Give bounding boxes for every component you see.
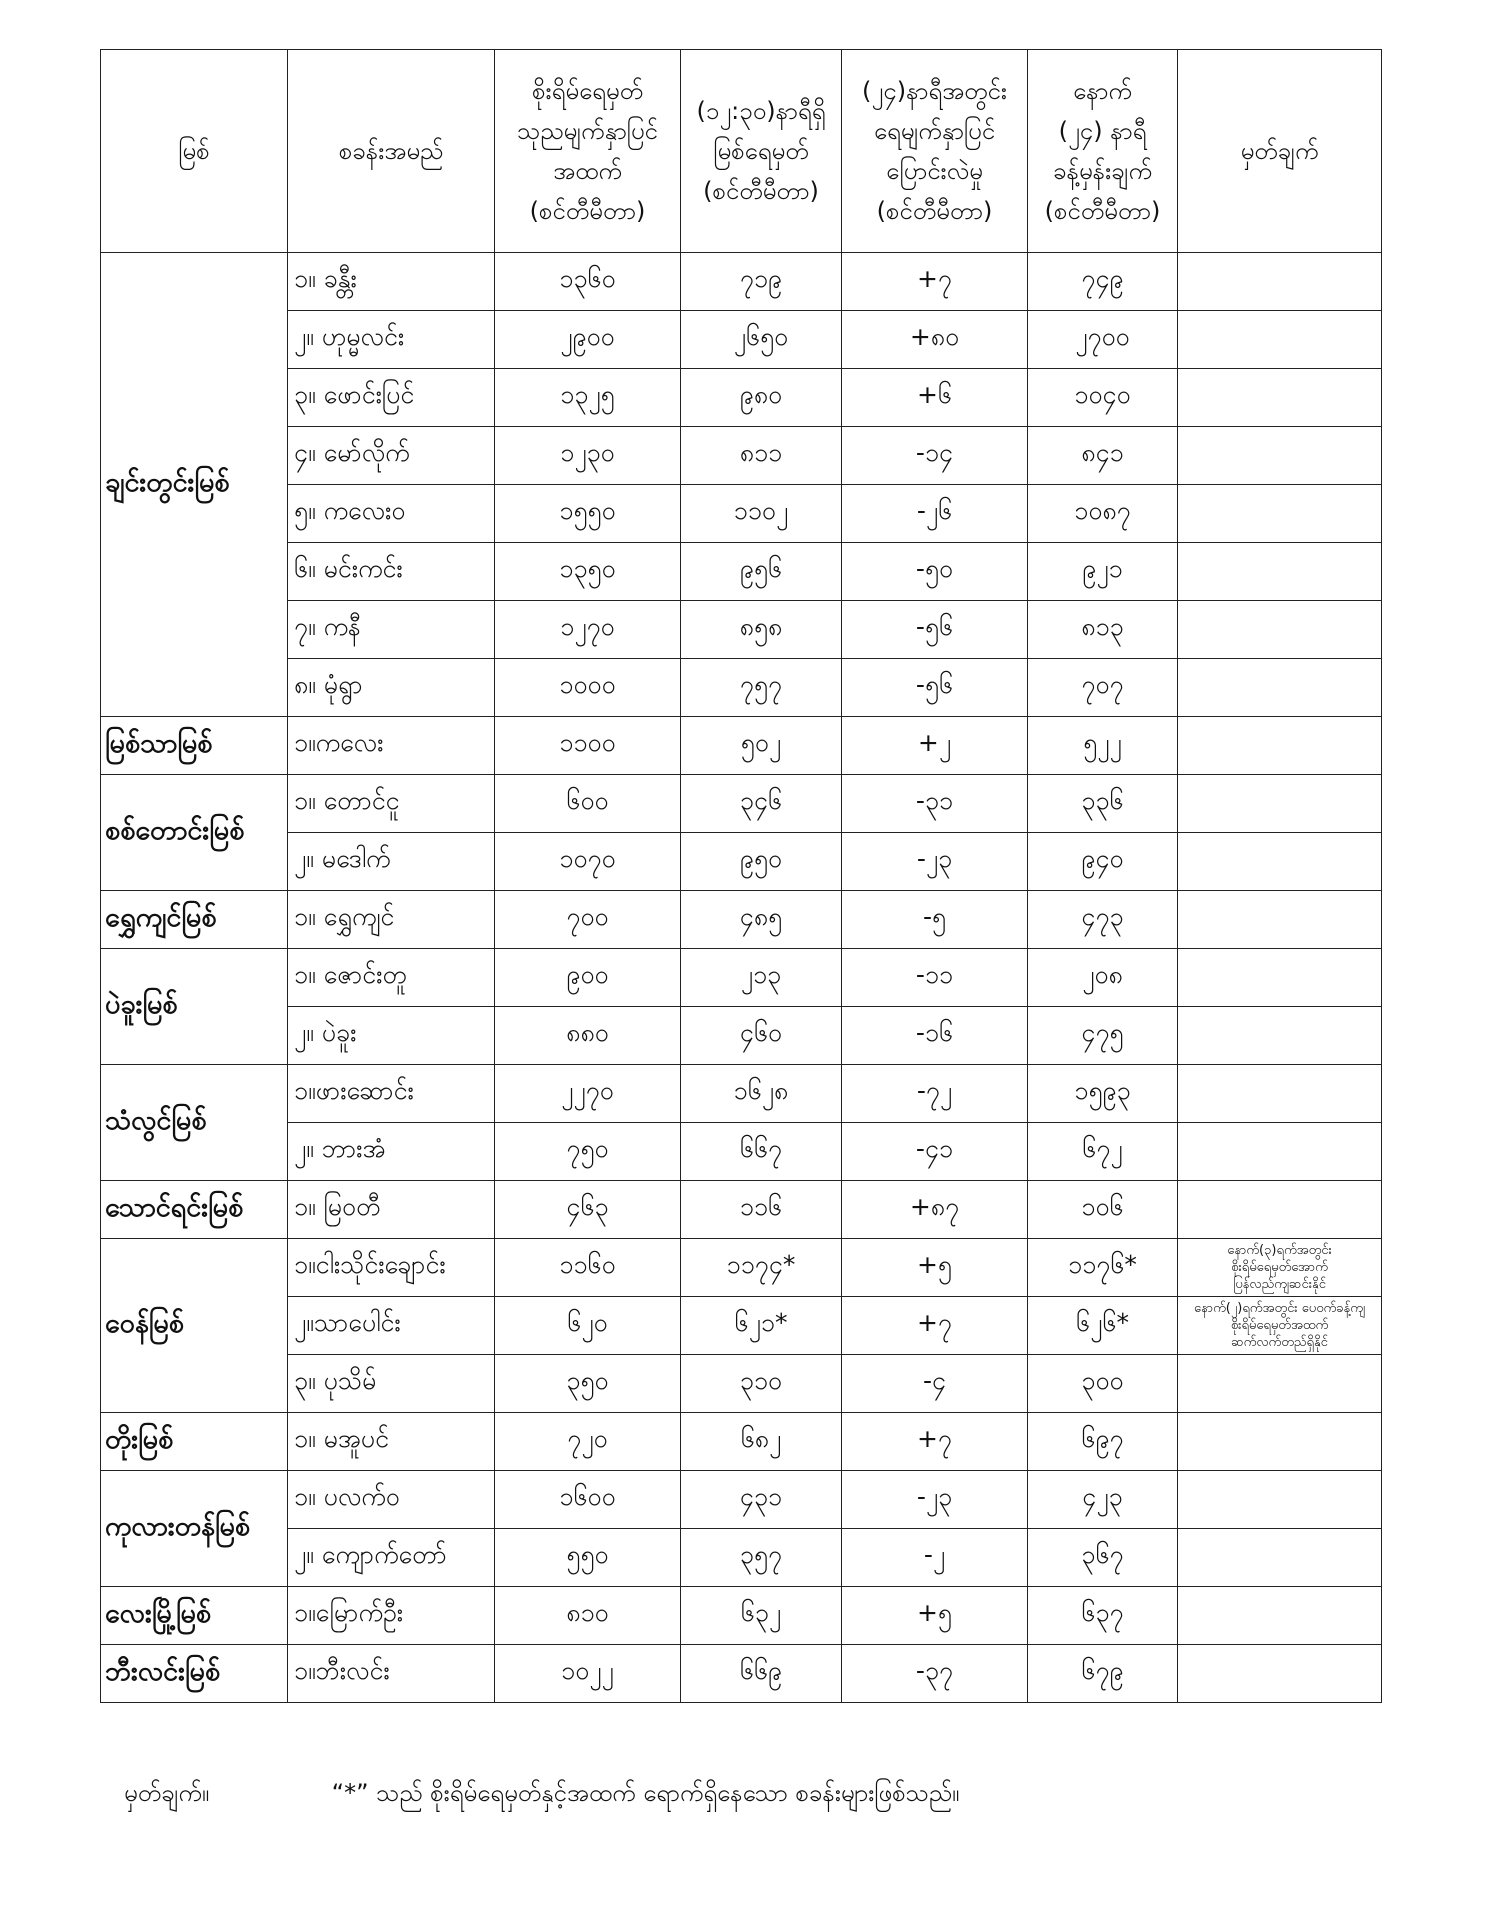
current-level-cell: ၇၅၇ <box>681 659 842 717</box>
current-level-cell: ၆၈၂ <box>681 1413 842 1471</box>
danger-level-cell: ၁၃၆၀ <box>495 253 681 311</box>
table-row <box>101 1529 1382 1587</box>
station-cell: ၂။ ဘားအံ <box>288 1123 495 1181</box>
forecast-cell: ၆၇၂ <box>1028 1123 1178 1181</box>
remark-cell <box>1178 427 1382 485</box>
current-level-cell: ၄၃၁ <box>681 1471 842 1529</box>
header-row <box>101 50 1382 253</box>
change-cell: +၈၀ <box>842 311 1028 369</box>
river-name-cell: သောင်ရင်းမြစ် <box>101 1181 288 1239</box>
table-row <box>101 1297 1382 1355</box>
danger-level-cell: ၅၅၀ <box>495 1529 681 1587</box>
current-level-cell: ၃၁၀ <box>681 1355 842 1413</box>
river-name-cell: ကုလားတန်မြစ် <box>101 1471 288 1587</box>
change-cell: +၇ <box>842 253 1028 311</box>
danger-level-cell: ၄၆၃ <box>495 1181 681 1239</box>
station-cell: ၁။မြောက်ဦး <box>288 1587 495 1645</box>
danger-level-cell: ၁၀၇၀ <box>495 833 681 891</box>
current-level-cell: ၆၆၉ <box>681 1645 842 1703</box>
forecast-cell: ၃၀၀ <box>1028 1355 1178 1413</box>
header-danger-level: စိုးရိမ်ရေမှတ် သုညမျက်နှာပြင် အထက် (စင်တီမီတာ) <box>495 50 681 253</box>
table-row <box>101 543 1382 601</box>
forecast-cell: ၇၀၇ <box>1028 659 1178 717</box>
table-row <box>101 1413 1382 1471</box>
remark-cell <box>1178 1587 1382 1645</box>
table-row <box>101 659 1382 717</box>
header-24h-forecast: နောက် (၂၄) နာရီ ခန့်မှန်းချက် (စင်တီမီတာ) <box>1028 50 1178 253</box>
remark-cell <box>1178 1413 1382 1471</box>
water-level-table-container <box>100 49 1381 1703</box>
header-24h-change: (၂၄)နာရီအတွင်း ရေမျက်နှာပြင် ပြောင်းလဲမှု (စင်တီမီတာ) <box>842 50 1028 253</box>
current-level-cell: ၉၅၀ <box>681 833 842 891</box>
forecast-cell: ၃၆၇ <box>1028 1529 1178 1587</box>
danger-level-cell: ၆၂၀ <box>495 1297 681 1355</box>
footnote-text: “*” သည် စိုးရိမ်ရေမှတ်နှင့်အထက် ရောက်ရှိနေသော စခန်းများဖြစ်သည်။ <box>331 1779 960 1807</box>
forecast-cell: ၄၇၅ <box>1028 1007 1178 1065</box>
forecast-cell: ၁၅၉၃ <box>1028 1065 1178 1123</box>
current-level-cell: ၄၆၀ <box>681 1007 842 1065</box>
change-cell: -၂ <box>842 1529 1028 1587</box>
danger-level-cell: ၁၃၅၀ <box>495 543 681 601</box>
table-row <box>101 1181 1382 1239</box>
change-cell: -၁၁ <box>842 949 1028 1007</box>
table-row <box>101 1355 1382 1413</box>
station-cell: ၁။ဖားဆောင်း <box>288 1065 495 1123</box>
change-cell: -၂၃ <box>842 833 1028 891</box>
danger-level-cell: ၂၂၇၀ <box>495 1065 681 1123</box>
table-row <box>101 485 1382 543</box>
danger-level-cell: ၁၁၆၀ <box>495 1239 681 1297</box>
change-cell: -၁၄ <box>842 427 1028 485</box>
station-cell: ၁။ တောင်ငူ <box>288 775 495 833</box>
river-name-cell: ဘီးလင်းမြစ် <box>101 1645 288 1703</box>
danger-level-cell: ၈၁၀ <box>495 1587 681 1645</box>
current-level-cell: ၆၂၁* <box>681 1297 842 1355</box>
current-level-cell: ၉၅၆ <box>681 543 842 601</box>
table-row <box>101 601 1382 659</box>
current-level-cell: ၄၈၅ <box>681 891 842 949</box>
forecast-cell: ၁၁၇၆* <box>1028 1239 1178 1297</box>
table-row <box>101 1123 1382 1181</box>
current-level-cell: ၃၄၆ <box>681 775 842 833</box>
forecast-cell: ၉၂၁ <box>1028 543 1178 601</box>
station-cell: ၆။ မင်းကင်း <box>288 543 495 601</box>
remark-cell: နောက်(၃)ရက်အတွင်း စိုးရိမ်ရေမှတ်အောက် ပြန်လည်ကျဆင်းနိုင် <box>1178 1239 1382 1297</box>
remark-cell <box>1178 1471 1382 1529</box>
station-cell: ၂။ မဒေါက် <box>288 833 495 891</box>
change-cell: -၃၁ <box>842 775 1028 833</box>
forecast-cell: ၂၇၀၀ <box>1028 311 1178 369</box>
station-cell: ၁။ ဇောင်းတူ <box>288 949 495 1007</box>
danger-level-cell: ၉၀၀ <box>495 949 681 1007</box>
station-cell: ၁။ငါးသိုင်းချောင်း <box>288 1239 495 1297</box>
table-row <box>101 775 1382 833</box>
forecast-cell: ၆၉၇ <box>1028 1413 1178 1471</box>
station-cell: ၈။ မုံရွာ <box>288 659 495 717</box>
change-cell: +၅ <box>842 1239 1028 1297</box>
current-level-cell: ၂၆၅၀ <box>681 311 842 369</box>
danger-level-cell: ၇၀၀ <box>495 891 681 949</box>
table-row <box>101 891 1382 949</box>
table-row <box>101 1645 1382 1703</box>
station-cell: ၅။ ကလေးဝ <box>288 485 495 543</box>
remark-cell <box>1178 485 1382 543</box>
footnote-label: မှတ်ချက်။ <box>124 1779 210 1807</box>
danger-level-cell: ၃၅၀ <box>495 1355 681 1413</box>
remark-cell <box>1178 1645 1382 1703</box>
station-cell: ၂။ ကျောက်တော် <box>288 1529 495 1587</box>
station-cell: ၄။ မော်လိုက် <box>288 427 495 485</box>
remark-cell <box>1178 253 1382 311</box>
river-name-cell: သံလွင်မြစ် <box>101 1065 288 1181</box>
current-level-cell: ၁၁၇၄* <box>681 1239 842 1297</box>
forecast-cell: ၂၀၈ <box>1028 949 1178 1007</box>
current-level-cell: ၈၁၁ <box>681 427 842 485</box>
remark-cell <box>1178 369 1382 427</box>
remark-cell <box>1178 1181 1382 1239</box>
remark-cell <box>1178 717 1382 775</box>
station-cell: ၁။ ပလက်ဝ <box>288 1471 495 1529</box>
danger-level-cell: ၁၀၂၂ <box>495 1645 681 1703</box>
forecast-cell: ၆၂၆* <box>1028 1297 1178 1355</box>
danger-level-cell: ၇၂၀ <box>495 1413 681 1471</box>
river-name-cell: ပဲခူးမြစ် <box>101 949 288 1065</box>
current-level-cell: ၆၃၂ <box>681 1587 842 1645</box>
river-name-cell: စစ်တောင်းမြစ် <box>101 775 288 891</box>
forecast-cell: ၆၇၉ <box>1028 1645 1178 1703</box>
current-level-cell: ၉၈၀ <box>681 369 842 427</box>
remark-cell <box>1178 775 1382 833</box>
change-cell: -၂၃ <box>842 1471 1028 1529</box>
change-cell: -၃၇ <box>842 1645 1028 1703</box>
change-cell: -၅၆ <box>842 659 1028 717</box>
station-cell: ၂။သာပေါင်း <box>288 1297 495 1355</box>
danger-level-cell: ၈၈၀ <box>495 1007 681 1065</box>
current-level-cell: ၁၁၆ <box>681 1181 842 1239</box>
remark-cell <box>1178 1529 1382 1587</box>
current-level-cell: ၈၅၈ <box>681 601 842 659</box>
table-row <box>101 1587 1382 1645</box>
station-cell: ၁။ မြဝတီ <box>288 1181 495 1239</box>
table-row <box>101 833 1382 891</box>
forecast-cell: ၃၃၆ <box>1028 775 1178 833</box>
station-cell: ၁။ဘီးလင်း <box>288 1645 495 1703</box>
danger-level-cell: ၁၆၀၀ <box>495 1471 681 1529</box>
remark-cell <box>1178 1355 1382 1413</box>
station-cell: ၃။ ဖောင်းပြင် <box>288 369 495 427</box>
remark-cell <box>1178 659 1382 717</box>
station-cell: ၁။ မအူပင် <box>288 1413 495 1471</box>
table-body <box>101 253 1382 1703</box>
station-cell: ၁။ ခန္တီး <box>288 253 495 311</box>
change-cell: -၇၂ <box>842 1065 1028 1123</box>
table-row <box>101 717 1382 775</box>
station-cell: ၃။ ပုသိမ် <box>288 1355 495 1413</box>
danger-level-cell: ၁၂၇၀ <box>495 601 681 659</box>
forecast-cell: ၄၂၃ <box>1028 1471 1178 1529</box>
remark-cell <box>1178 601 1382 659</box>
current-level-cell: ၃၅၇ <box>681 1529 842 1587</box>
danger-level-cell: ၁၀၀၀ <box>495 659 681 717</box>
table-row <box>101 1239 1382 1297</box>
station-cell: ၁။ကလေး <box>288 717 495 775</box>
change-cell: -၅၆ <box>842 601 1028 659</box>
forecast-cell: ၄၇၃ <box>1028 891 1178 949</box>
danger-level-cell: ၂၉၀၀ <box>495 311 681 369</box>
river-name-cell: ဝေန်မြစ် <box>101 1239 288 1413</box>
remark-cell: နောက်(၂)ရက်အတွင်း ပေဝက်ခန့်ကျ စိုးရိမ်ရေမှတ်အထက် ဆက်လက်တည်ရှိနိုင် <box>1178 1297 1382 1355</box>
danger-level-cell: ၆၀၀ <box>495 775 681 833</box>
station-cell: ၁။ ရွှေကျင် <box>288 891 495 949</box>
change-cell: +၈၇ <box>842 1181 1028 1239</box>
river-name-cell: ချင်းတွင်းမြစ် <box>101 253 288 717</box>
remark-cell <box>1178 311 1382 369</box>
table-row <box>101 427 1382 485</box>
header-river: မြစ် <box>101 50 288 253</box>
forecast-cell: ၁၀၄၀ <box>1028 369 1178 427</box>
change-cell: -၅၀ <box>842 543 1028 601</box>
remark-cell <box>1178 833 1382 891</box>
forecast-cell: ၇၄၉ <box>1028 253 1178 311</box>
header-current-level: (၁၂:၃၀)နာရီရှိ မြစ်ရေမှတ် (စင်တီမီတာ) <box>681 50 842 253</box>
river-name-cell: ရွှေကျင်မြစ် <box>101 891 288 949</box>
forecast-cell: ၈၁၃ <box>1028 601 1178 659</box>
change-cell: +၂ <box>842 717 1028 775</box>
change-cell: -၂၆ <box>842 485 1028 543</box>
change-cell: -၄၁ <box>842 1123 1028 1181</box>
forecast-cell: ၅၂၂ <box>1028 717 1178 775</box>
change-cell: -၅ <box>842 891 1028 949</box>
change-cell: -၄ <box>842 1355 1028 1413</box>
danger-level-cell: ၁၃၂၅ <box>495 369 681 427</box>
river-name-cell: တိုးမြစ် <box>101 1413 288 1471</box>
current-level-cell: ၅၀၂ <box>681 717 842 775</box>
header-station: စခန်းအမည် <box>288 50 495 253</box>
table-row <box>101 1065 1382 1123</box>
current-level-cell: ၂၁၃ <box>681 949 842 1007</box>
current-level-cell: ၆၆၇ <box>681 1123 842 1181</box>
table-row <box>101 949 1382 1007</box>
remark-cell <box>1178 543 1382 601</box>
change-cell: +၅ <box>842 1587 1028 1645</box>
table-row <box>101 253 1382 311</box>
river-name-cell: မြစ်သာမြစ် <box>101 717 288 775</box>
remark-cell <box>1178 949 1382 1007</box>
change-cell: +၇ <box>842 1413 1028 1471</box>
current-level-cell: ၁၆၂၈ <box>681 1065 842 1123</box>
table-row <box>101 1471 1382 1529</box>
current-level-cell: ၁၁၀၂ <box>681 485 842 543</box>
footnote <box>124 1777 959 1813</box>
danger-level-cell: ၁၁၀၀ <box>495 717 681 775</box>
forecast-cell: ၁၀၆ <box>1028 1181 1178 1239</box>
current-level-cell: ၇၁၉ <box>681 253 842 311</box>
water-level-table <box>100 49 1382 1703</box>
remark-cell <box>1178 891 1382 949</box>
table-row <box>101 1007 1382 1065</box>
danger-level-cell: ၁၅၅၀ <box>495 485 681 543</box>
remark-cell <box>1178 1007 1382 1065</box>
change-cell: -၁၆ <box>842 1007 1028 1065</box>
remark-cell <box>1178 1123 1382 1181</box>
forecast-cell: ၉၄၀ <box>1028 833 1178 891</box>
station-cell: ၂။ ဟုမ္မလင်း <box>288 311 495 369</box>
forecast-cell: ၁၀၈၇ <box>1028 485 1178 543</box>
station-cell: ၇။ ကနီ <box>288 601 495 659</box>
change-cell: +၇ <box>842 1297 1028 1355</box>
remark-cell <box>1178 1065 1382 1123</box>
table-row <box>101 369 1382 427</box>
header-remarks: မှတ်ချက် <box>1178 50 1382 253</box>
danger-level-cell: ၇၅၀ <box>495 1123 681 1181</box>
change-cell: +၆ <box>842 369 1028 427</box>
forecast-cell: ၈၄၁ <box>1028 427 1178 485</box>
danger-level-cell: ၁၂၃၀ <box>495 427 681 485</box>
river-name-cell: လေးမြို့မြစ် <box>101 1587 288 1645</box>
forecast-cell: ၆၃၇ <box>1028 1587 1178 1645</box>
table-row <box>101 311 1382 369</box>
station-cell: ၂။ ပဲခူး <box>288 1007 495 1065</box>
